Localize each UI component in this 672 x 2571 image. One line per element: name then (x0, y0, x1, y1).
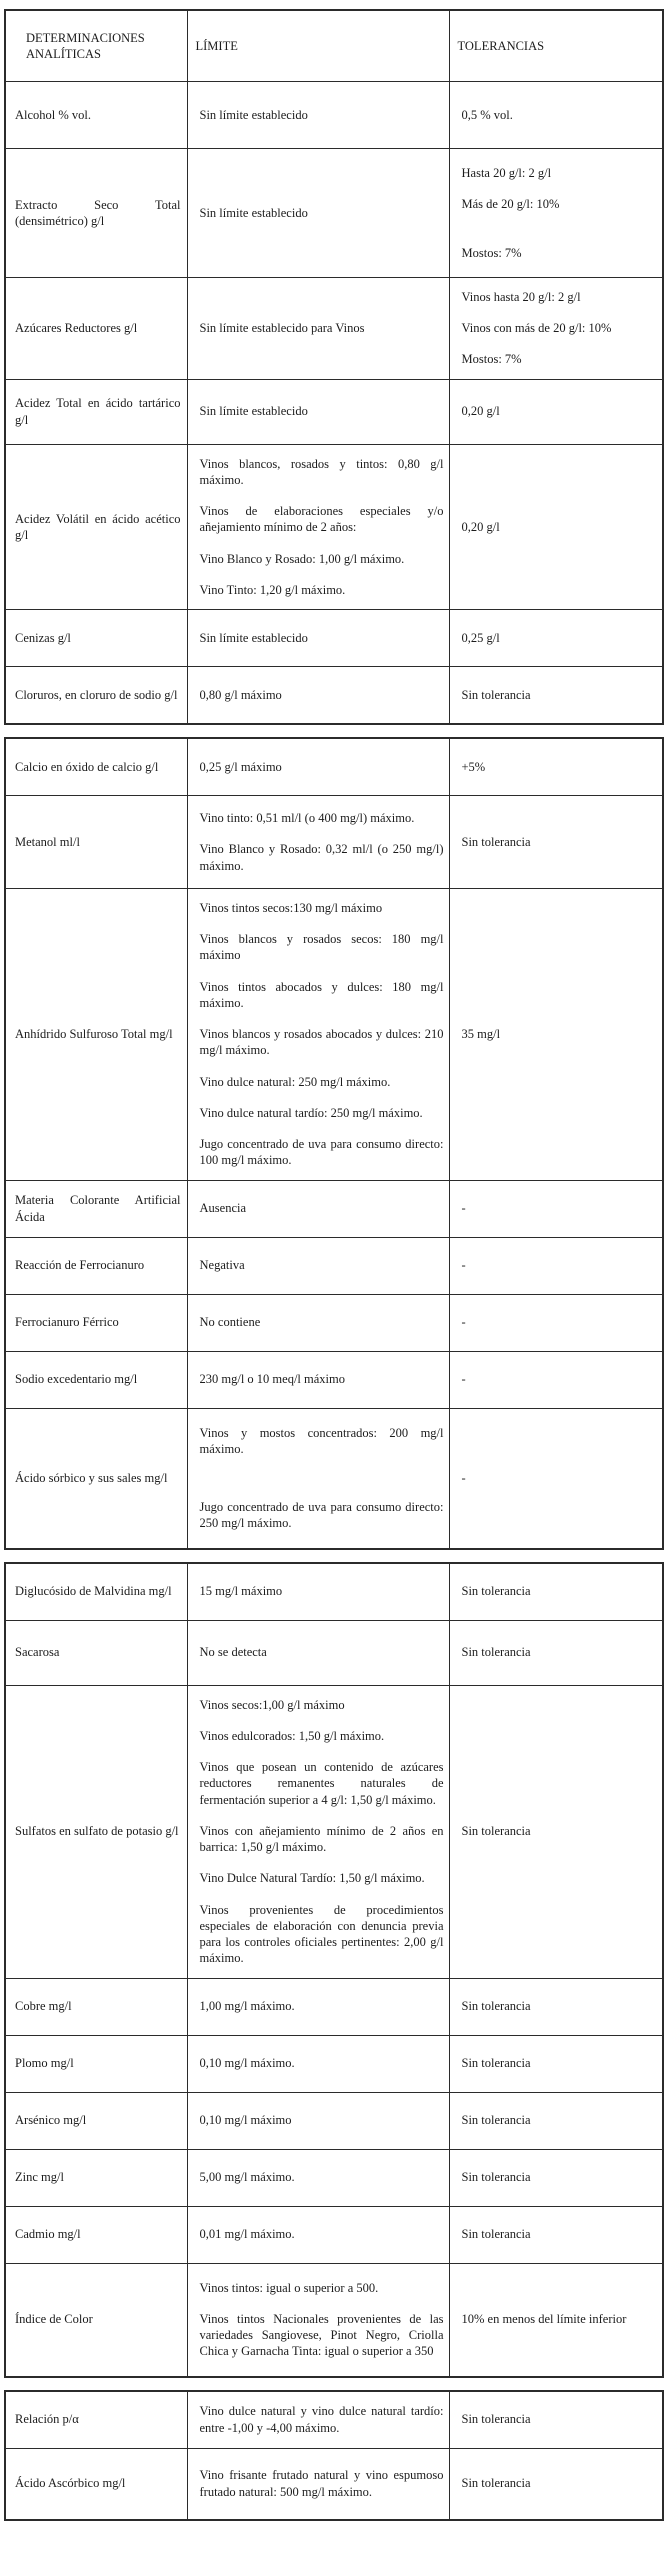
table-row (5, 1685, 663, 1978)
table-row (5, 738, 663, 796)
limit-cell (187, 1294, 449, 1351)
determination-cell (5, 1563, 187, 1621)
determination-cell (5, 2035, 187, 2092)
cell-text: Vinos de elaboraciones especiales y/o añejamiento mínimo de 2 años: (199, 504, 444, 535)
cell-text: Ácido Ascórbico mg/l (15, 2476, 126, 2491)
cell-text: Vinos edulcorados: 1,50 g/l máximo. (199, 1728, 385, 1743)
table-row (5, 277, 663, 379)
determination-cell (5, 796, 187, 889)
cell-text: Acidez Total en ácido tartárico g/l (15, 396, 181, 427)
cell-text: Sin tolerancia (461, 2412, 531, 2427)
determination-cell (5, 2149, 187, 2206)
table-row (5, 1408, 663, 1549)
cell-text: Vinos tintos Nacionales provenientes de las variedades Sangiovese, Pinot Negro, Criolla Chica y Garnacha Tinta: igual o superior a 350 (199, 2311, 444, 2359)
header-row (5, 10, 663, 82)
cell-text: Cenizas g/l (15, 630, 71, 645)
limit-cell (187, 2092, 449, 2149)
cell-text: Sin tolerancia (461, 1999, 531, 2014)
determination-cell (5, 2448, 187, 2520)
limit-cell (187, 444, 449, 610)
tolerance-cell (449, 2149, 663, 2206)
cell-text: Índice de Color (15, 2312, 93, 2327)
cell-text: Anhídrido Sulfuroso Total mg/l (15, 1027, 173, 1041)
cell-text: Vino Blanco y Rosado: 1,00 g/l máximo. (199, 551, 405, 566)
tolerance-cell (449, 1294, 663, 1351)
cell-text: Cloruros, en cloruro de sodio g/l (15, 687, 178, 702)
determination-cell (5, 2092, 187, 2149)
table-row (5, 888, 663, 1180)
tolerance-cell (449, 1237, 663, 1294)
limit-cell (187, 1563, 449, 1621)
cell-text: Vinos secos:1,00 g/l máximo (199, 1697, 345, 1712)
limit-cell (187, 1237, 449, 1294)
cell-text: - (461, 1258, 466, 1273)
determination-cell (5, 1237, 187, 1294)
tolerance-cell (449, 2263, 663, 2377)
limit-cell (187, 1620, 449, 1685)
analysis-table-3 (4, 1562, 664, 2378)
cell-text: Más de 20 g/l: 10% (461, 197, 560, 212)
cell-text: Cadmio mg/l (15, 2227, 81, 2242)
determination-cell (5, 444, 187, 610)
cell-text: Vinos tintos secos:130 mg/l máximo (199, 900, 383, 915)
cell-text: 0,10 mg/l máximo. (199, 2056, 295, 2071)
analysis-table-1 (4, 9, 664, 725)
cell-text: Hasta 20 g/l: 2 g/l (461, 166, 552, 180)
cell-text: Plomo mg/l (15, 2056, 74, 2071)
cell-text: Vino Dulce Natural Tardío: 1,50 g/l máximo. (199, 1871, 425, 1886)
cell-text: Ferrocianuro Férrico (15, 1315, 119, 1330)
tolerance-cell (449, 1351, 663, 1408)
cell-text: Vinos con más de 20 g/l: 10% (461, 321, 612, 335)
table-row (5, 379, 663, 444)
limit-cell (187, 82, 449, 149)
table-row (5, 2149, 663, 2206)
table-row (5, 1978, 663, 2035)
cell-text: - (461, 1372, 466, 1387)
limit-cell (187, 610, 449, 667)
cell-text: Reacción de Ferrocianuro (15, 1258, 145, 1273)
table-row (5, 1351, 663, 1408)
cell-text: 0,80 g/l máximo (199, 687, 282, 702)
cell-text: Materia Colorante Artificial Ácida (15, 1193, 181, 1224)
cell-text: Mostos: 7% (461, 245, 522, 260)
cell-text: Calcio en óxido de calcio g/l (15, 759, 159, 774)
table-row (5, 1237, 663, 1294)
cell-text: Sin límite establecido (199, 107, 308, 122)
cell-text: 0,5 % vol. (461, 107, 513, 122)
cell-text: Sin tolerancia (461, 1645, 531, 1660)
tolerance-cell (449, 1408, 663, 1549)
limit-cell (187, 1408, 449, 1549)
cell-text: Metanol ml/l (15, 834, 80, 849)
cell-text: Vinos hasta 20 g/l: 2 g/l (461, 289, 581, 304)
table-row (5, 2035, 663, 2092)
determination-cell (5, 1351, 187, 1408)
tolerance-cell (449, 82, 663, 149)
limit-cell (187, 2391, 449, 2449)
cell-text: 15 mg/l máximo (199, 1584, 283, 1599)
table-row (5, 610, 663, 667)
tolerance-cell (449, 1563, 663, 1621)
cell-text: Vinos tintos: igual o superior a 500. (199, 2280, 379, 2295)
cell-text: 1,00 mg/l máximo. (199, 1999, 295, 2014)
analysis-table-2 (4, 737, 664, 1550)
limit-cell (187, 1351, 449, 1408)
determination-cell (5, 888, 187, 1180)
tolerance-cell (449, 379, 663, 444)
cell-text: Vinos provenientes de procedimientos especiales de elaboración con denuncia previa para los controles oficiales pertinentes: 2,00 g/l máximo. (199, 1902, 444, 1966)
determination-cell (5, 2391, 187, 2449)
cell-text: Vino Blanco y Rosado: 0,32 ml/l (o 250 mg/l) máximo. (199, 842, 444, 873)
cell-text: - (461, 1315, 466, 1330)
determination-cell (5, 610, 187, 667)
cell-text: Jugo concentrado de uva para consumo directo: 100 mg/l máximo. (199, 1137, 444, 1168)
cell-text: Alcohol % vol. (15, 107, 92, 122)
cell-text: - (461, 1470, 466, 1485)
cell-text: Ácido sórbico y sus sales mg/l (15, 1470, 168, 1485)
analysis-table-4 (4, 2390, 664, 2521)
cell-text: 10% en menos del límite inferior (461, 2312, 627, 2327)
table-row (5, 2263, 663, 2377)
limit-cell (187, 667, 449, 725)
tolerance-cell (449, 667, 663, 725)
tolerance-cell (449, 444, 663, 610)
determination-cell (5, 1620, 187, 1685)
table-row (5, 2206, 663, 2263)
limit-cell (187, 379, 449, 444)
determination-cell (5, 1294, 187, 1351)
tolerance-cell (449, 1620, 663, 1685)
cell-text: Vinos y mostos concentrados: 200 mg/l máximo. (199, 1425, 444, 1456)
cell-text: Vinos con añejamiento mínimo de 2 años en barrica: 1,50 g/l máximo. (199, 1823, 444, 1854)
table-row (5, 796, 663, 889)
cell-text: 0,20 g/l (461, 404, 500, 419)
cell-text: +5% (461, 759, 486, 774)
cell-text: No contiene (199, 1315, 261, 1330)
tolerance-cell (449, 738, 663, 796)
limit-cell (187, 277, 449, 379)
column-header-determinaciones: DETERMINACIONES ANALÍTICAS (5, 10, 187, 82)
cell-text: Sin límite establecido (199, 404, 308, 419)
cell-text: Vino dulce natural y vino dulce natural tardío: entre -1,00 y -4,00 máximo. (199, 2404, 444, 2435)
cell-text: Vinos blancos y rosados abocados y dulces: 210 mg/l máximo. (199, 1027, 444, 1058)
cell-text: Sin tolerancia (461, 2113, 531, 2128)
tolerance-cell (449, 2448, 663, 2520)
limit-cell (187, 2206, 449, 2263)
cell-text: 0,25 g/l (461, 630, 500, 645)
determination-cell (5, 738, 187, 796)
cell-text: Vino Tinto: 1,20 g/l máximo. (199, 582, 346, 597)
cell-text: Sin tolerancia (461, 1824, 531, 1839)
cell-text: Relación p/α (15, 2412, 79, 2427)
cell-text: 230 mg/l o 10 meq/l máximo (199, 1372, 345, 1387)
table-row (5, 1563, 663, 1621)
table-row (5, 2391, 663, 2449)
cell-text: Zinc mg/l (15, 2170, 64, 2185)
tolerance-cell (449, 2092, 663, 2149)
cell-text: Vino dulce natural: 250 mg/l máximo. (199, 1074, 391, 1089)
determination-cell (5, 1408, 187, 1549)
cell-text: Sin tolerancia (461, 687, 531, 702)
limit-cell (187, 1685, 449, 1978)
table-row (5, 2092, 663, 2149)
cell-text: Sin límite establecido para Vinos (199, 321, 365, 335)
document-page (4, 9, 664, 2521)
cell-text: Sin tolerancia (461, 2476, 531, 2491)
limit-cell (187, 1978, 449, 2035)
cell-text: Sulfatos en sulfato de potasio g/l (15, 1824, 179, 1839)
tolerance-cell (449, 2206, 663, 2263)
cell-text: Vino frisante frutado natural y vino espumoso frutado natural: 500 mg/l máximo. (199, 2468, 444, 2499)
cell-text: Extracto Seco Total (densimétrico) g/l (15, 197, 181, 228)
cell-text: 5,00 mg/l máximo. (199, 2170, 295, 2185)
determination-cell (5, 1180, 187, 1237)
cell-text: Sin límite establecido (199, 205, 308, 220)
limit-cell (187, 1180, 449, 1237)
limit-cell (187, 2263, 449, 2377)
limit-cell (187, 796, 449, 889)
table-row (5, 149, 663, 278)
limit-cell (187, 2448, 449, 2520)
cell-text: Arsénico mg/l (15, 2113, 87, 2128)
cell-text: Sodio excedentario mg/l (15, 1372, 138, 1387)
tolerance-cell (449, 2035, 663, 2092)
table-row (5, 1620, 663, 1685)
limit-cell (187, 888, 449, 1180)
determination-cell (5, 667, 187, 725)
cell-text: 0,10 mg/l máximo (199, 2113, 292, 2128)
determination-cell (5, 379, 187, 444)
cell-text: Sacarosa (15, 1645, 60, 1660)
cell-text: Sin tolerancia (461, 2227, 531, 2242)
determination-cell (5, 1685, 187, 1978)
cell-text: Sin tolerancia (461, 2170, 531, 2185)
determination-cell (5, 277, 187, 379)
cell-text: 0,01 mg/l máximo. (199, 2227, 295, 2242)
cell-text: Ausencia (199, 1201, 247, 1216)
limit-cell (187, 2035, 449, 2092)
table-row (5, 1294, 663, 1351)
cell-text: Jugo concentrado de uva para consumo directo: 250 mg/l máximo. (199, 1500, 444, 1531)
cell-text: 35 mg/l (461, 1027, 501, 1041)
cell-text: 0,25 g/l máximo (199, 759, 282, 774)
cell-text: Mostos: 7% (461, 352, 522, 367)
table-row (5, 1180, 663, 1237)
column-header-limite: LÍMITE (187, 10, 449, 82)
tolerance-cell (449, 277, 663, 379)
cell-text: - (461, 1201, 466, 1216)
table-row (5, 667, 663, 725)
tolerance-cell (449, 149, 663, 278)
determination-cell (5, 2263, 187, 2377)
cell-text: Sin límite establecido (199, 630, 308, 645)
cell-text: Vinos tintos abocados y dulces: 180 mg/l máximo. (199, 979, 444, 1010)
cell-text: Sin tolerancia (461, 1584, 531, 1599)
cell-text: Vinos blancos, rosados y tintos: 0,80 g/l máximo. (199, 456, 444, 487)
cell-text: Acidez Volátil en ácido acético g/l (15, 511, 181, 542)
tolerance-cell (449, 796, 663, 889)
cell-text: Vino tinto: 0,51 ml/l (o 400 mg/l) máximo. (199, 811, 415, 825)
tolerance-cell (449, 610, 663, 667)
table-row (5, 2448, 663, 2520)
determination-cell (5, 2206, 187, 2263)
limit-cell (187, 738, 449, 796)
cell-text: Vinos blancos y rosados secos: 180 mg/l máximo (199, 932, 444, 963)
tolerance-cell (449, 1180, 663, 1237)
cell-text: Diglucósido de Malvidina mg/l (15, 1584, 172, 1599)
cell-text: Azúcares Reductores g/l (15, 321, 138, 335)
cell-text: Vino dulce natural tardío: 250 mg/l máximo. (199, 1105, 423, 1120)
determination-cell (5, 82, 187, 149)
cell-text: Sin tolerancia (461, 2056, 531, 2071)
cell-text: 0,20 g/l (461, 519, 500, 534)
cell-text: Sin tolerancia (461, 834, 531, 849)
cell-text: Vinos que posean un contenido de azúcares reductores remanentes naturales de fermentación superior a 4 g/l: 1,50 g/l máximo. (199, 1760, 444, 1807)
tolerance-cell (449, 1978, 663, 2035)
table-row (5, 444, 663, 610)
limit-cell (187, 149, 449, 278)
cell-text: Cobre mg/l (15, 1999, 72, 2014)
determination-cell (5, 149, 187, 278)
cell-text: Negativa (199, 1258, 245, 1273)
tolerance-cell (449, 1685, 663, 1978)
cell-text: No se detecta (199, 1645, 267, 1660)
tolerance-cell (449, 888, 663, 1180)
determination-cell (5, 1978, 187, 2035)
column-header-tolerancias: TOLERANCIAS (449, 10, 663, 82)
table-row (5, 82, 663, 149)
tolerance-cell (449, 2391, 663, 2449)
limit-cell (187, 2149, 449, 2206)
